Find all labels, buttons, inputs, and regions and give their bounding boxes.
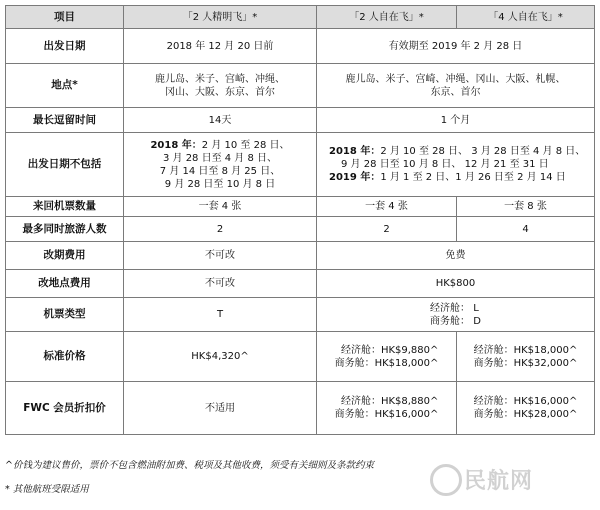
standard-price-col1: HK$4,320^ xyxy=(124,332,317,382)
location-col1-line1: 鹿儿岛、米子、宫崎、冲绳、 xyxy=(155,73,285,85)
fwc-price-label: FWC 会员折扣价 xyxy=(6,382,124,435)
excluded-col23-year1: 2018 年： xyxy=(329,146,381,157)
ticket-type-label: 机票类型 xyxy=(6,298,124,332)
ticket-type-business: 商务舱： D xyxy=(430,315,481,327)
fwc-price-col2-business: 商务舱：HK$16,000^ xyxy=(334,409,439,420)
fwc-price-row xyxy=(6,382,595,435)
location-col23 xyxy=(317,64,595,108)
header-col1: 「2 人精明飞」* xyxy=(124,6,317,29)
location-fee-col1: 不可改 xyxy=(124,270,317,298)
excluded-row xyxy=(6,133,595,197)
site-watermark xyxy=(430,464,595,494)
excluded-label: 出发日期不包括 xyxy=(6,133,124,197)
departure-col1: 2018 年 12 月 20 日前 xyxy=(124,29,317,64)
max-travellers-label: 最多同时旅游人数 xyxy=(6,217,124,242)
location-row xyxy=(6,64,595,108)
excluded-col1-line3: 7 月 14 日至 8 月 25 日、 xyxy=(159,165,281,177)
departure-row xyxy=(6,29,595,64)
header-col2: 「2 人自在飞」* xyxy=(317,6,457,29)
excluded-col23-line1: 2018 年：2 月 10 至 28 日、 3 月 28 日至 4 月 8 日、 xyxy=(329,146,586,157)
max-stay-col23: 1 个月 xyxy=(317,108,595,133)
max-stay-col1: 14天 xyxy=(124,108,317,133)
excluded-col23-line3: 2019 年：1 月 1 至 2 日、1 月 26 日至 2 月 14 日 xyxy=(329,172,566,183)
max-travellers-col2: 2 xyxy=(317,217,457,242)
standard-price-col2 xyxy=(317,332,457,382)
fwc-price-col3-economy: 经济舱：HK$16,000^ xyxy=(473,396,578,407)
excluded-col23-line2: 9 月 28 日至 10 月 8 日、 12 月 21 至 31 日 xyxy=(341,159,549,170)
location-fee-col23: HK$800 xyxy=(317,270,595,298)
change-fee-label: 改期费用 xyxy=(6,242,124,270)
standard-price-col3-business: 商务舱：HK$32,000^ xyxy=(473,357,578,369)
tickets-col2: 一套 4 张 xyxy=(317,197,457,217)
header-row xyxy=(6,6,595,29)
excluded-col1-line1: 2018 年：2 月 10 至 28 日、 xyxy=(150,139,290,151)
location-fee-row xyxy=(6,270,595,298)
departure-label: 出发日期 xyxy=(6,29,124,64)
fwc-price-col2 xyxy=(317,382,457,435)
location-col1 xyxy=(124,64,317,108)
tickets-row xyxy=(6,197,595,217)
location-col23-line1: 鹿儿岛、米子、宫崎、冲绳、冈山、大阪、札幌、 xyxy=(345,73,566,85)
standard-price-col2-economy: 经济舱：HK$9,880^ xyxy=(340,344,439,356)
watermark-logo-icon xyxy=(430,464,462,496)
location-col23-line2: 东京、首尔 xyxy=(430,86,481,98)
change-fee-row xyxy=(6,242,595,270)
fwc-price-col1: 不适用 xyxy=(124,382,317,435)
location-col1-line2: 冈山、大阪、东京、首尔 xyxy=(165,86,275,98)
max-stay-row xyxy=(6,108,595,133)
footnote-flights: * 其他航班受限适用 xyxy=(5,484,89,495)
change-fee-col23: 免费 xyxy=(317,242,595,270)
location-label: 地点* xyxy=(6,64,124,108)
excluded-col23-year2: 2019 年： xyxy=(329,172,381,183)
max-stay-label: 最长逗留时间 xyxy=(6,108,124,133)
standard-price-col2-business: 商务舱：HK$18,000^ xyxy=(334,357,439,369)
change-fee-col1: 不可改 xyxy=(124,242,317,270)
excluded-col23 xyxy=(317,133,595,197)
ticket-type-col23 xyxy=(317,298,595,332)
fwc-price-col3-business: 商务舱：HK$28,000^ xyxy=(473,409,578,420)
standard-price-row xyxy=(6,332,595,382)
excluded-col1-line4: 9 月 28 日至 10 月 8 日 xyxy=(164,178,276,190)
fwc-price-col2-economy: 经济舱：HK$8,880^ xyxy=(340,396,439,407)
header-item: 项目 xyxy=(6,6,124,29)
ticket-type-economy: 经济舱： L xyxy=(430,302,479,314)
header-col3: 「4 人自在飞」* xyxy=(457,6,595,29)
watermark-text: 民航网 xyxy=(464,469,534,494)
max-travellers-col3: 4 xyxy=(457,217,595,242)
ticket-type-row xyxy=(6,298,595,332)
max-travellers-row xyxy=(6,217,595,242)
standard-price-col3-economy: 经济舱：HK$18,000^ xyxy=(473,344,578,356)
fare-comparison-table xyxy=(5,5,595,435)
excluded-col1-year: 2018 年： xyxy=(150,139,202,151)
standard-price-col3 xyxy=(457,332,595,382)
ticket-type-col1: T xyxy=(124,298,317,332)
max-travellers-col1: 2 xyxy=(124,217,317,242)
footnotes xyxy=(5,459,374,507)
footnote-price: ^价钱为建议售价，票价不包含燃油附加费、税项及其他收费，须受有关细则及条款约束 xyxy=(5,460,374,471)
fwc-price-col3 xyxy=(457,382,595,435)
standard-price-label: 标准价格 xyxy=(6,332,124,382)
tickets-col3: 一套 8 张 xyxy=(457,197,595,217)
departure-col23: 有效期至 2019 年 2 月 28 日 xyxy=(317,29,595,64)
location-fee-label: 改地点费用 xyxy=(6,270,124,298)
tickets-col1: 一套 4 张 xyxy=(124,197,317,217)
excluded-col1 xyxy=(124,133,317,197)
excluded-col1-line2: 3 月 28 日至 4 月 8 日、 xyxy=(162,152,278,164)
tickets-label: 来回机票数量 xyxy=(6,197,124,217)
